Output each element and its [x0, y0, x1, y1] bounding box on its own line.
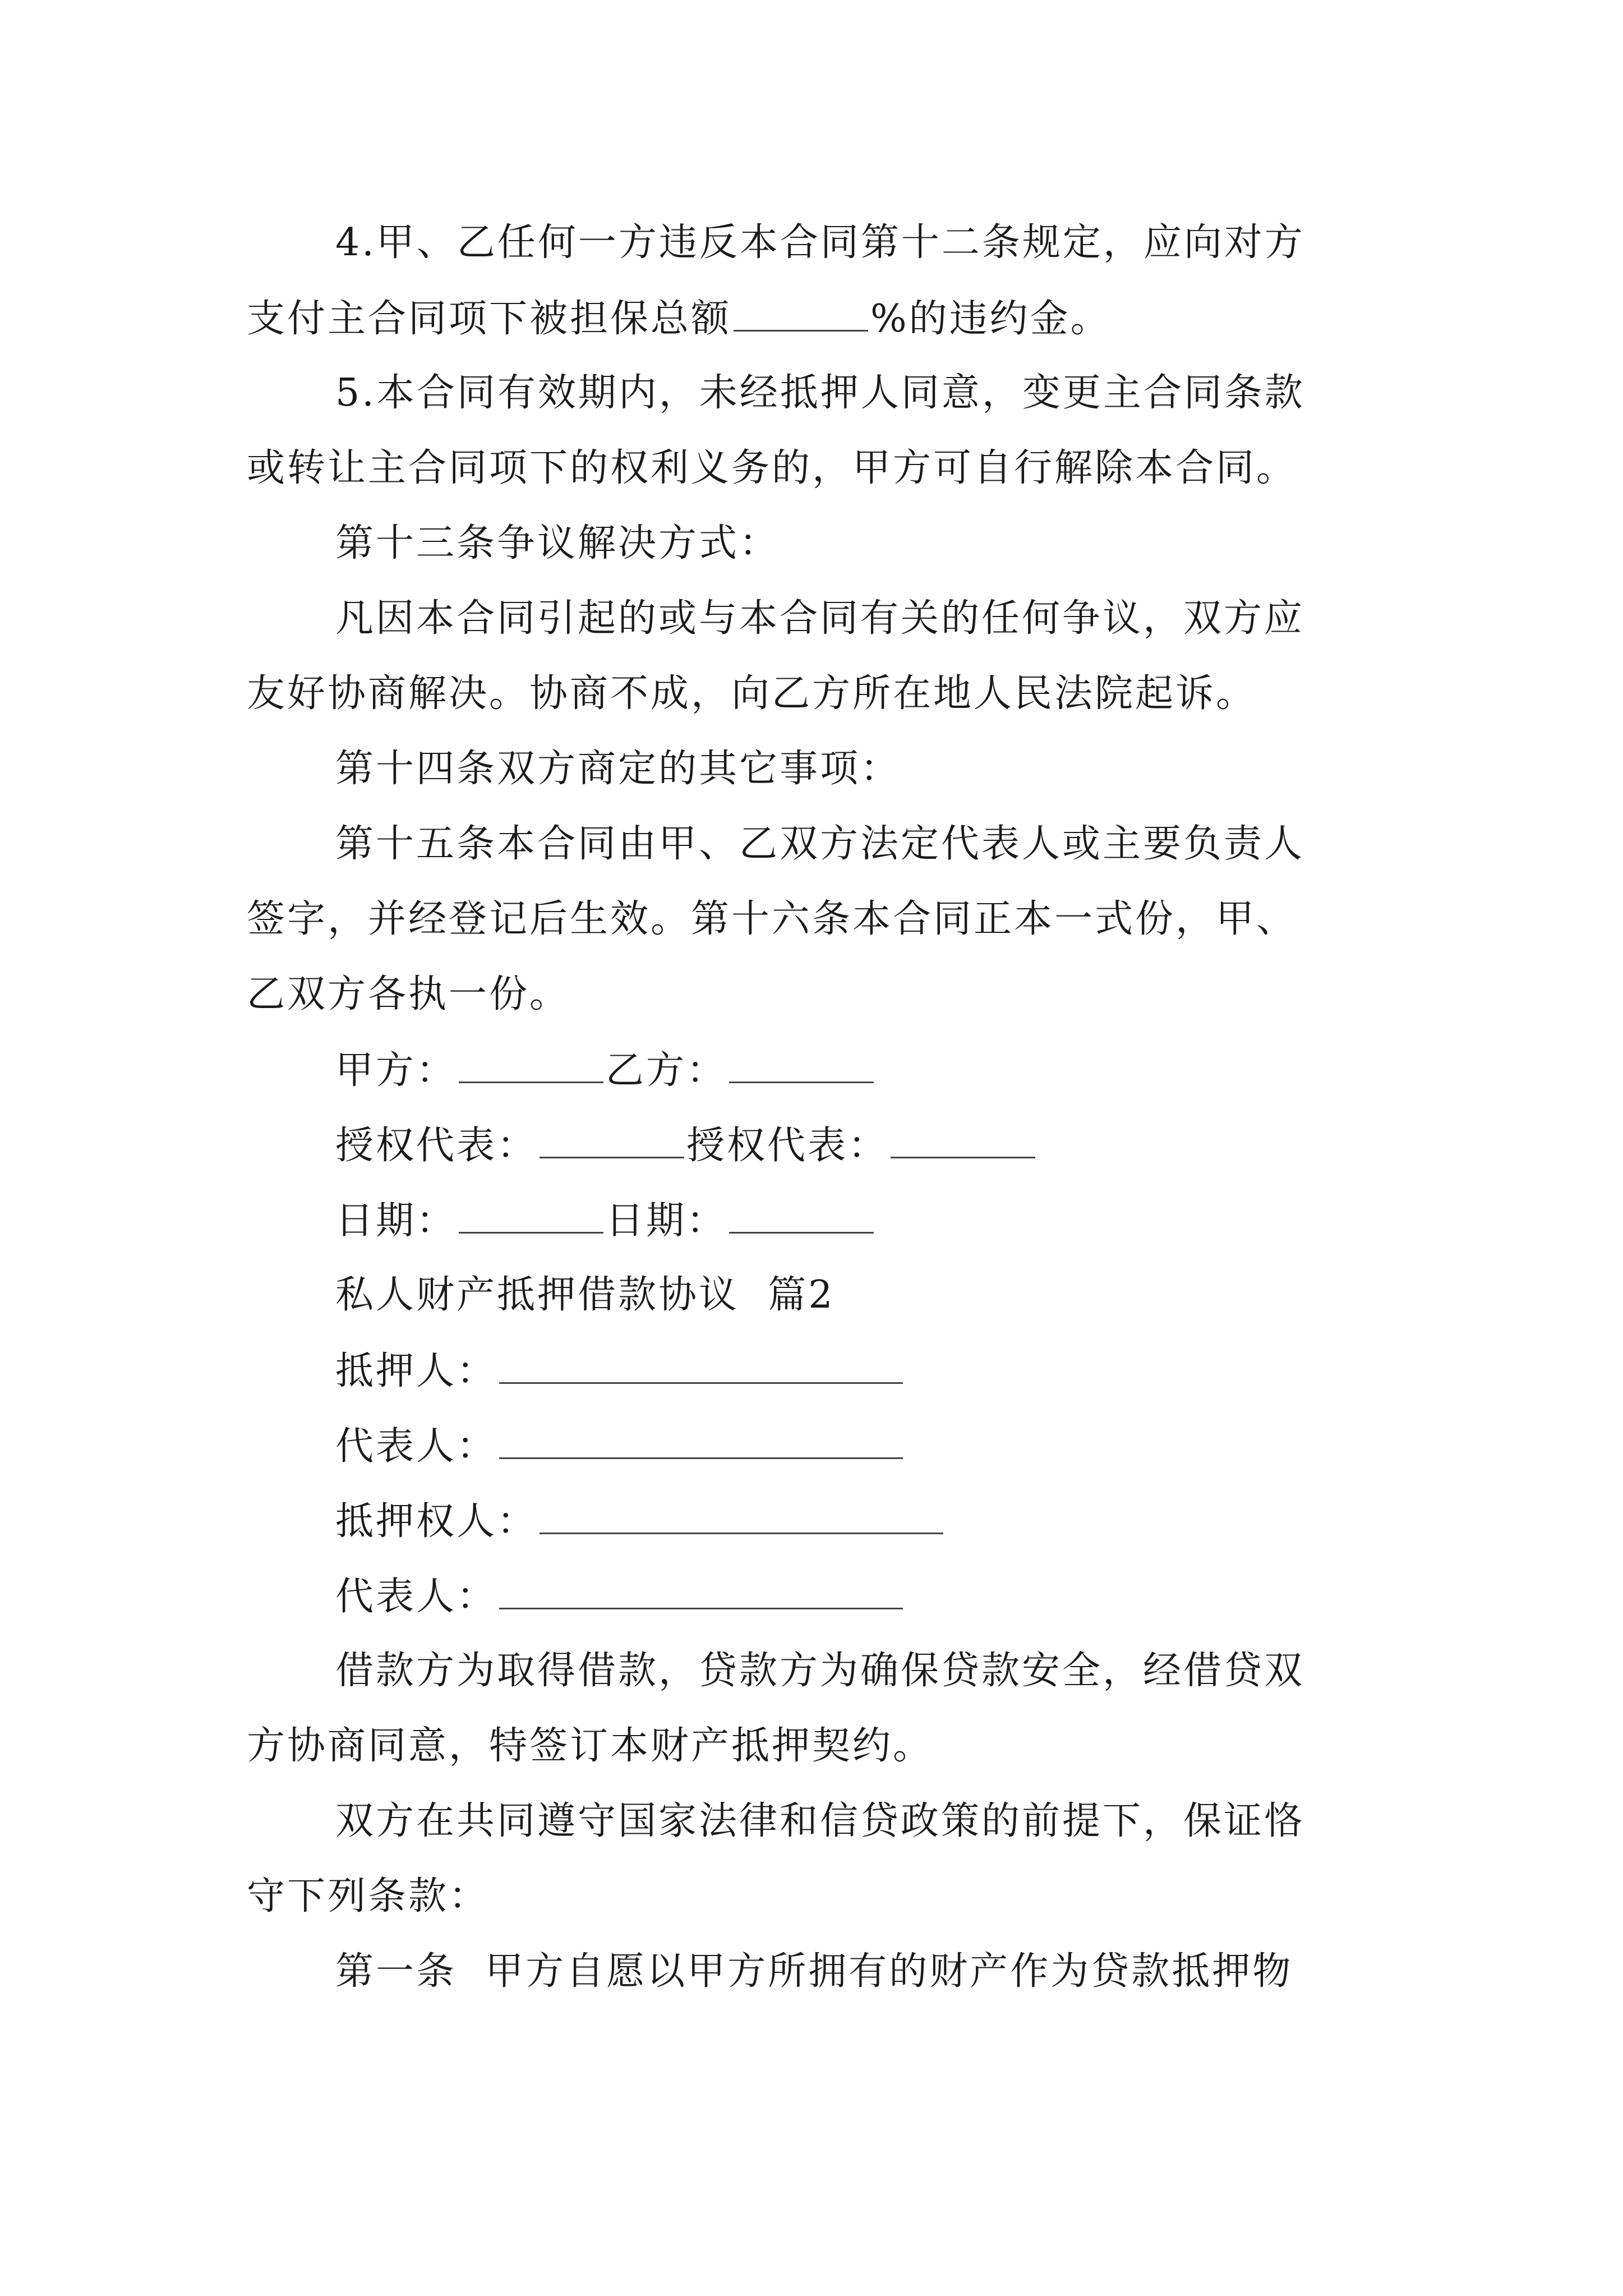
representative-1-label: 代表人：	[335, 1424, 497, 1469]
signature-row-parties	[335, 1045, 876, 1095]
party-a-label: 甲方：	[335, 1048, 457, 1093]
date-a-blank[interactable]	[459, 1195, 603, 1234]
clause-4-suffix: %的违约金。	[870, 297, 1111, 341]
intro-line-2: 方协商同意，特签订本财产抵押契约。	[247, 1724, 934, 1768]
mortgagee-label: 抵押权人：	[335, 1499, 538, 1544]
comply-line-2: 守下列条款：	[247, 1874, 490, 1918]
representative-b-label: 授权代表：	[686, 1124, 889, 1168]
article-13-line-2: 友好协商解决。协商不成，向乙方所在地人民法院起诉。	[247, 671, 1257, 716]
mortgagee-blank[interactable]	[540, 1496, 943, 1534]
article-13-line-1: 凡因本合同引起的或与本合同有关的任何争议，双方应	[335, 596, 1305, 641]
article-15-line-1: 第十五条本合同由甲、乙双方法定代表人或主要负责人	[335, 822, 1305, 866]
date-a-label: 日期：	[335, 1199, 457, 1243]
representative-b-blank[interactable]	[891, 1120, 1035, 1158]
clause-4-line-2	[247, 293, 1111, 343]
representative-2-label: 代表人：	[335, 1575, 497, 1619]
comply-line-1: 双方在共同遵守国家法律和信贷政策的前提下，保证恪	[335, 1799, 1305, 1843]
party-b-blank[interactable]	[729, 1045, 874, 1083]
article-13-title: 第十三条争议解决方式：	[335, 521, 780, 565]
clause-4-line-1: 4.甲、乙任何一方违反本合同第十二条规定，应向对方	[335, 220, 1305, 265]
date-b-label: 日期：	[606, 1199, 727, 1243]
clause-5-line-2: 或转让主合同项下的权利义务的，甲方可自行解除本合同。	[247, 446, 1297, 490]
representative-2-blank[interactable]	[499, 1571, 903, 1609]
representative-2-row	[335, 1571, 905, 1621]
date-b-blank[interactable]	[729, 1195, 874, 1234]
signature-row-dates	[335, 1195, 876, 1245]
article-15-line-3: 乙双方各执一份。	[247, 972, 570, 1016]
party-b-label: 乙方：	[606, 1048, 727, 1093]
clause-5-line-1: 5.本合同有效期内，未经抵押人同意，变更主合同条款	[335, 371, 1305, 415]
article-1-line-1: 第一条 甲方自愿以甲方所拥有的财产作为贷款抵押物	[335, 1949, 1293, 1994]
mortgagor-row	[335, 1345, 905, 1396]
intro-line-1: 借款方为取得借款，贷款方为确保贷款安全，经借贷双	[335, 1649, 1305, 1693]
mortgagor-label: 抵押人：	[335, 1349, 497, 1393]
mortgagor-blank[interactable]	[499, 1345, 903, 1384]
representative-a-label: 授权代表：	[335, 1124, 538, 1168]
representative-1-row	[335, 1420, 905, 1471]
clause-4-text: 支付主合同项下被担保总额	[247, 297, 732, 341]
section-2-title: 私人财产抵押借款协议 篇2	[335, 1273, 835, 1317]
article-15-line-2: 签字，并经登记后生效。第十六条本合同正本一式份，甲、	[247, 897, 1297, 941]
article-14-title: 第十四条双方商定的其它事项：	[335, 747, 901, 791]
signature-row-representatives	[335, 1120, 1038, 1170]
representative-a-blank[interactable]	[540, 1120, 684, 1158]
mortgagee-row	[335, 1496, 946, 1546]
penalty-percent-blank[interactable]	[734, 293, 868, 332]
representative-1-blank[interactable]	[499, 1420, 903, 1459]
party-a-blank[interactable]	[459, 1045, 603, 1083]
